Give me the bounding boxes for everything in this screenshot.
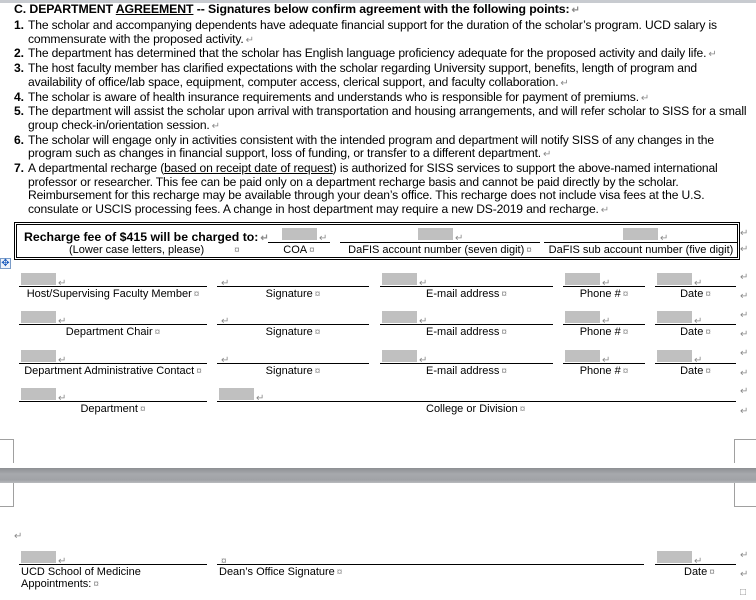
faculty-member-field[interactable]: ↵ Host/Supervising Faculty Member ¤: [19, 273, 207, 303]
chair-phone-input[interactable]: [565, 311, 600, 323]
agreement-point: 4. The scholar is aware of health insurance requirements and understands who is responsible for payment of premiums. ↵: [14, 89, 650, 104]
chair-signature-field[interactable]: ↵ Signature ¤: [217, 311, 369, 341]
chair-email-field[interactable]: ↵ E-mail address ¤: [380, 311, 553, 341]
admin-date-field[interactable]: ↵ Date ¤: [655, 350, 736, 380]
agreement-point: 2. The department has determined that the scholar has English language proficiency adequate for the proposed activity and daily life. ↵: [14, 46, 717, 61]
admin-date-input[interactable]: [657, 350, 692, 362]
agreement-point: 7. A departmental recharge (based on receipt date of request) is authorized for SISS services to support the above-named international professor or researcher. This fee can be paid only on a department recharge basis and cannot be paid directly by the scholar. Reimbursement for this recharge may be available through your dean’s office. This recharge does not include visa fees at the U.S. consulate or USCIS processing fees. A change in host department may require a new DS-2019 and recharge. ↵: [14, 161, 718, 217]
school-of-medicine-appointments-field[interactable]: ↵ UCD School of Medicine Appointments: ¤: [19, 551, 207, 591]
chair-phone-field[interactable]: ↵ Phone # ¤: [563, 311, 645, 341]
dean-signature-field[interactable]: ¤ Dean’s Office Signature ¤: [217, 551, 644, 581]
department-input[interactable]: [21, 388, 56, 400]
chair-email-input[interactable]: [382, 311, 417, 323]
faculty-member-input[interactable]: [21, 273, 56, 285]
coa-input[interactable]: [282, 228, 317, 240]
dafis-account-label: DaFIS account number (seven digit) ¤: [348, 244, 532, 256]
paragraph-mark: ↵: [571, 5, 580, 16]
page-break-gap: [0, 468, 756, 483]
appointments-input[interactable]: [21, 551, 56, 563]
paragraph-mark: ↵: [14, 531, 23, 542]
college-division-input[interactable]: [219, 388, 254, 400]
table-move-handle-icon[interactable]: ✥: [1, 258, 10, 269]
faculty-signature-field[interactable]: ↵ Signature ¤: [217, 273, 369, 303]
admin-contact-input[interactable]: [21, 350, 56, 362]
page-corner-marker: [734, 439, 756, 463]
admin-phone-input[interactable]: [565, 350, 600, 362]
admin-contact-field[interactable]: ↵ Department Administrative Contact ¤: [19, 350, 207, 380]
agreement-point: 5. The department will assist the scholar upon arrival with transportation and housing arrangements, and will refer scholar to SISS for a small group check-in/orientation session. ↵: [14, 104, 747, 132]
admin-email-input[interactable]: [382, 350, 417, 362]
admin-signature-field[interactable]: ↵ Signature ¤: [217, 350, 369, 380]
agreement-points: [14, 19, 754, 218]
chair-date-input[interactable]: [657, 311, 692, 323]
chair-date-field[interactable]: ↵ Date ¤: [655, 311, 736, 341]
section-heading: C. DEPARTMENT AGREEMENT -- Signatures below confirm agreement with the following points: ↵: [14, 2, 580, 16]
agreement-point: 1. The scholar and accompanying dependents have adequate financial support for the duration of the scholar’s program. UCD salary is commensurate with the proposed activity. ↵: [14, 18, 717, 46]
college-division-field[interactable]: ↵ College or Division ¤: [217, 388, 736, 418]
recharge-title: Recharge fee of $415 will be charged to: ↵: [24, 230, 269, 244]
faculty-email-input[interactable]: [382, 273, 417, 285]
admin-email-field[interactable]: ↵ E-mail address ¤: [380, 350, 553, 380]
dean-date-field[interactable]: ↵ Date ¤: [655, 551, 736, 581]
dafis-account-input[interactable]: [418, 228, 453, 240]
agreement-point: 3. The host faculty member has clarified expectations with the scholar regarding University support, benefits, length of program and availability of office/lab space, equipment, computer access, clerical support, and faculty collaboration. ↵: [14, 61, 698, 89]
heading-underlined: AGREEMENT: [115, 2, 194, 16]
department-chair-field[interactable]: ↵ Department Chair ¤: [19, 311, 207, 341]
recharge-box: Recharge fee of $415 will be charged to: ↵ (Lower case letters, please) ¤ ↵ COA ¤ ↵ DaFIS account number (seven digit) ¤ ↵ DaFIS sub account number (five digit): [14, 222, 740, 260]
faculty-phone-field[interactable]: ↵ Phone # ¤: [563, 273, 645, 303]
page-corner-marker: [0, 483, 14, 507]
faculty-phone-input[interactable]: [565, 273, 600, 285]
faculty-date-input[interactable]: [657, 273, 692, 285]
admin-phone-field[interactable]: ↵ Phone # ¤: [563, 350, 645, 380]
department-chair-input[interactable]: [21, 311, 56, 323]
recharge-subtitle: (Lower case letters, please) ¤: [69, 244, 240, 256]
dean-date-input[interactable]: [657, 551, 692, 563]
dafis-sub-account-label: DaFIS sub account number (five digit): [548, 244, 734, 256]
coa-label: COA ¤: [283, 244, 315, 256]
department-field[interactable]: ↵ Department ¤: [19, 388, 207, 418]
page-corner-marker: [734, 483, 756, 507]
end-of-cell-mark: □: [740, 587, 747, 598]
agreement-point: 6. The scholar will engage only in activities consistent with the intended program and department will notify SISS of any changes in the program such as changes in financial support, loss of funding, or transfer to a different department. ↵: [14, 132, 714, 161]
dafis-sub-account-input[interactable]: [623, 228, 658, 240]
faculty-email-field[interactable]: ↵ E-mail address ¤: [380, 273, 553, 303]
faculty-date-field[interactable]: ↵ Date ¤: [655, 273, 736, 303]
page-corner-marker: [0, 439, 14, 463]
